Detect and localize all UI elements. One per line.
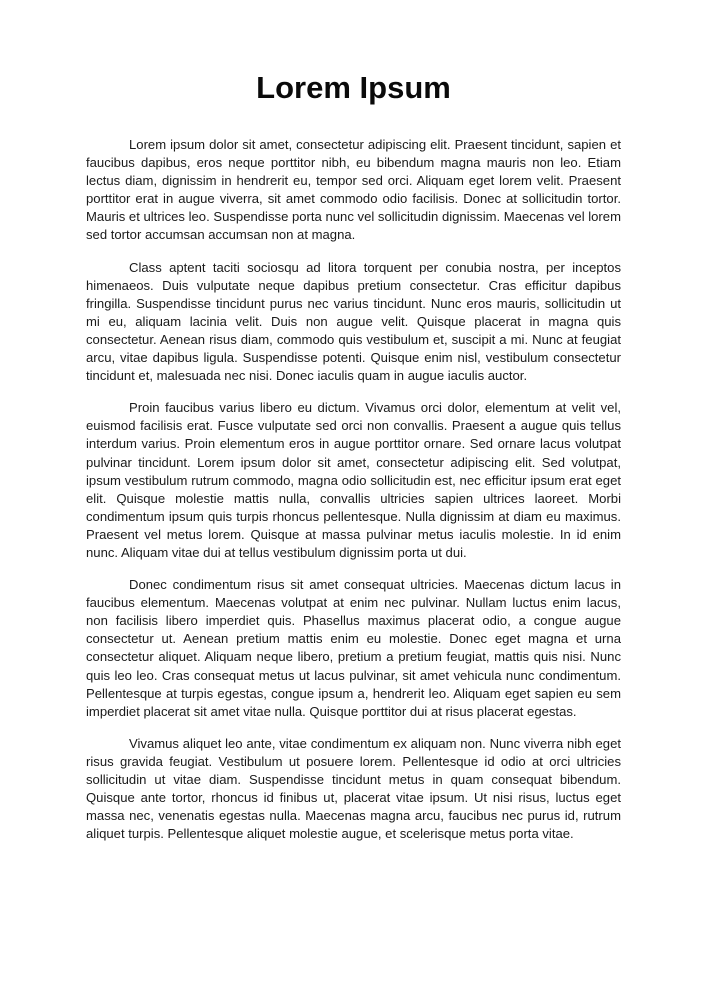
paragraph-1: Lorem ipsum dolor sit amet, consectetur adipiscing elit. Praesent tincidunt, sapien et faucibus dapibus, eros neque porttitor nibh, eu bibendum magna mauris non leo. Etiam lectus diam, dignissim in hendrerit eu, tempor sed orci. Aliquam eget lorem velit. Praesent porttitor erat in augue viverra, sit amet commodo odio facilisis. Donec at sollicitudin tortor. Mauris et ultrices leo. Suspendisse porta nunc vel sollicitudin dignissim. Maecenas vel lorem sed tortor accumsan accumsan non at magna. bbox=[86, 137, 621, 243]
paragraph-4: Donec condimentum risus sit amet consequat ultricies. Maecenas dictum lacus in faucibus elementum. Maecenas volutpat at enim nec pulvinar. Nullam luctus enim lacus, non facilisis libero imperdiet quis. Phasellus maximus placerat odio, a congue augue consectetur ut. Aenean pretium mattis enim eu molestie. Donec eget magna et urna consectetur aliquet. Aliquam neque libero, pretium a pretium feugiat, mattis quis nisi. Nunc quis leo leo. Cras consequat metus ut lacus pulvinar, sit amet vehicula nunc condimentum. Pellentesque at turpis egestas, congue ipsum a, hendrerit leo. Aliquam eget sapien eu sem imperdiet placerat sit amet vitae nulla. Quisque porttitor dui at risus placerat egestas. bbox=[86, 577, 621, 719]
document-body bbox=[86, 136, 621, 857]
document-title: Lorem Ipsum bbox=[256, 70, 451, 105]
paragraph-3: Proin faucibus varius libero eu dictum. Vivamus orci dolor, elementum at velit vel, euismod facilisis erat. Fusce vulputate sed orci non convallis. Praesent a augue quis tellus interdum varius. Proin elementum eros in augue porttitor ornare. Sed ornare lacus volutpat pulvinar tincidunt. Lorem ipsum dolor sit amet, consectetur adipiscing elit. Sed volutpat, ipsum vestibulum rutrum commodo, magna odio sollicitudin est, nec efficitur ipsum erat eget elit. Quisque molestie mattis nulla, convallis ultricies sapien ultrices laoreet. Morbi condimentum ipsum quis turpis rhoncus pellentesque. Nulla dignissim at diam eu maximus. Praesent vel metus lorem. Quisque at massa pulvinar metus iaculis molestie. In id enim nunc. Aliquam vitae dui at tellus vestibulum dignissim porta ut dui. bbox=[86, 400, 621, 560]
paragraph-2: Class aptent taciti sociosqu ad litora torquent per conubia nostra, per inceptos himenaeos. Duis vulputate neque dapibus pretium consectetur. Cras efficitur dapibus fringilla. Suspendisse tincidunt purus nec varius tincidunt. Nunc eros mauris, sollicitudin ut mi eu, aliquam lacinia velit. Duis non augue velit. Quisque placerat in magna quis consectetur. Aenean risus diam, commodo quis vestibulum et, suscipit a mi. Nunc at feugiat arcu, vitae dapibus ligula. Suspendisse potenti. Quisque enim nisl, vestibulum consectetur tincidunt et, malesuada nec nisi. Donec iaculis quam in augue iaculis auctor. bbox=[86, 259, 621, 384]
paragraph-5: Vivamus aliquet leo ante, vitae condimentum ex aliquam non. Nunc viverra nibh eget risus gravida feugiat. Vestibulum ut posuere lorem. Pellentesque id odio at orci ultricies sollicitudin ut vitae diam. Suspendisse tincidunt metus in quam consequat bibendum. Quisque ante tortor, rhoncus id finibus ut, placerat vitae ipsum. Ut nisi risus, luctus eget massa nec, venenatis egestas nulla. Maecenas magna arcu, faucibus nec purus id, rutrum aliquet turpis. Pellentesque aliquet molestie augue, et scelerisque metus porta vitae. bbox=[86, 735, 621, 842]
